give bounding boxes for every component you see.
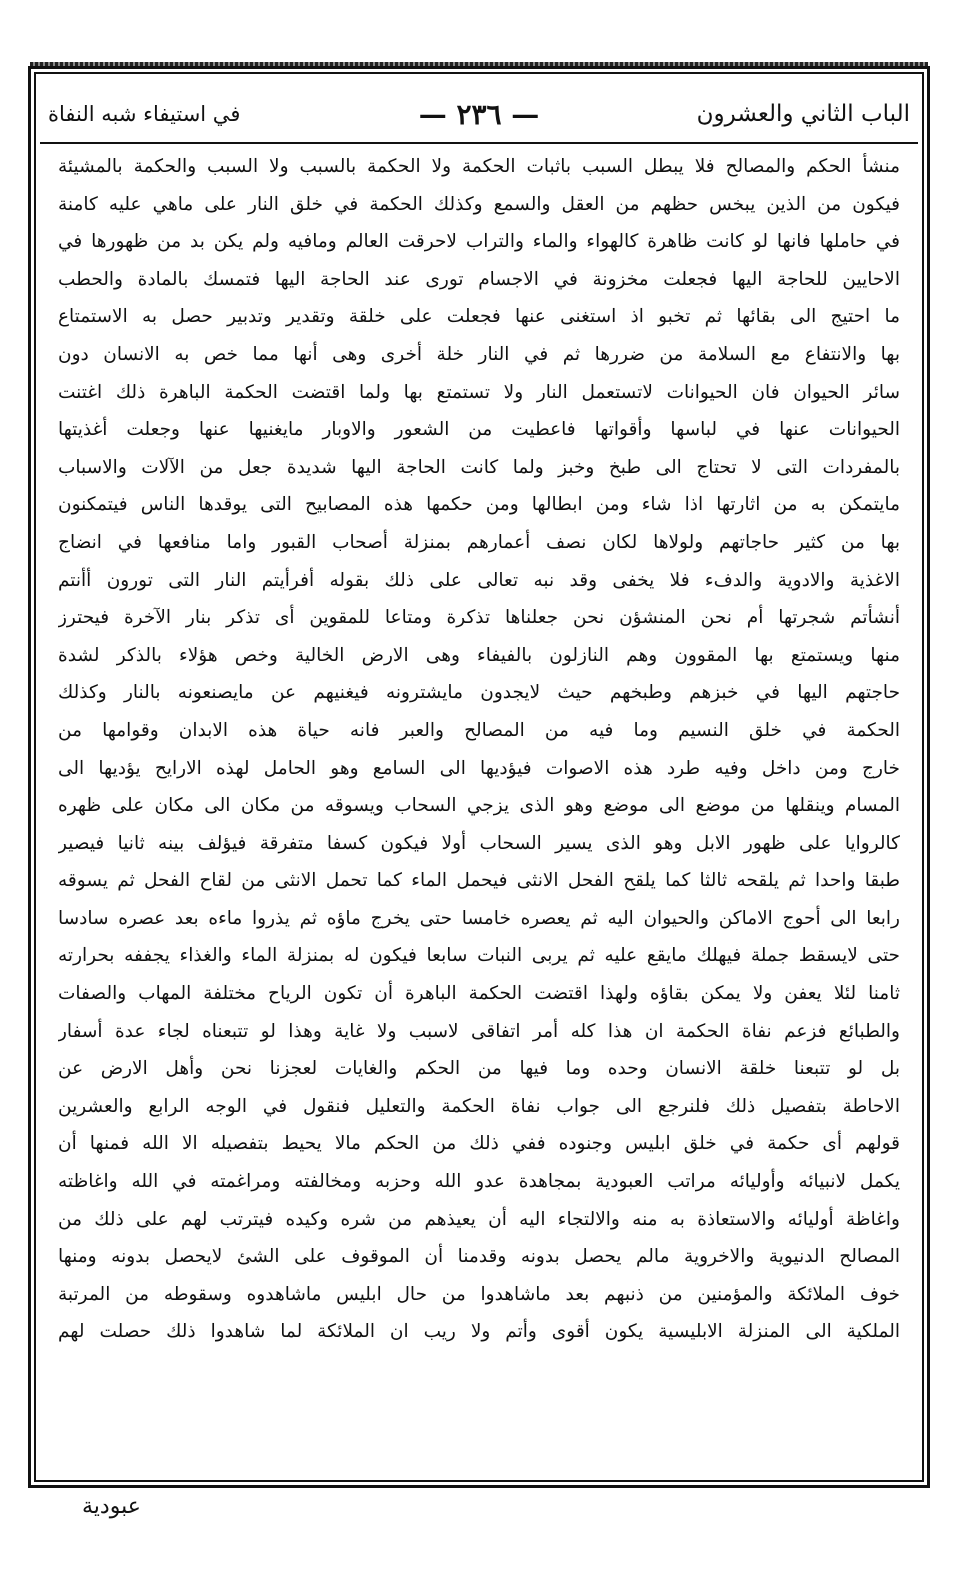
- text-line: والطبائع فزعم نفاة الحكمة ان هذا كله أمر اتفاقى لاسبب ولا غاية وهذا لو تتبعناه لجاء عدة أسفار: [58, 1020, 900, 1042]
- text-line: الحيوانات عنها في لباسها وأقواتها فاعطيت من الشعور والاوبار مايغنيها عنها وجعلت أغذيتها: [58, 419, 900, 441]
- text-line: مايتمكن به من اثارتها اذا شاء ومن ابطالها ومن حكمها هذه المصابيح التى يوقدها الناس فيتمكنون: [58, 494, 900, 516]
- text-line: رابعا الى أحوج الاماكن والحيوان اليه ثم يعصره خامسا حتى يخرج ماؤه ثم يذروا ماءه بعد عصره سادسا: [58, 907, 900, 929]
- text-line: المصالح الدنيوية والاخروية مالم يحصل بدونه وقدمنا أن الموقوف على الشئ لايحصل بدونه ومنها: [58, 1246, 900, 1268]
- text-line: الاغذية والادوية والدفء فلا يخفى وقد نبه تعالى على ذلك بقوله أفرأيتم النار التى تورون أأنتم: [58, 569, 900, 591]
- text-line: المسام وينقلها من موضع الى موضع وهو الذى يزجي السحاب ويسوقه من مكان الى مكان على ظهره: [58, 795, 900, 817]
- header-divider: [40, 142, 918, 144]
- text-line: الحكمة في خلق النسيم وما فيه من المصالح والعبر فانه حياة هذه الابدان وقوامها من: [58, 719, 900, 741]
- text-line: بل لو تتبعنا خلقة الانسان وحده وما فيها من الحكم والغايات لعجزنا نحن وأهل الارض عن: [58, 1058, 900, 1080]
- text-line: الاحايين للحاجة اليها فجعلت مخزونة في الاجسام تورى عند الحاجة اليها فتمسك بالمادة والحطب: [58, 268, 900, 290]
- text-line: في حاملها فانها لو كانت ظاهرة كالهواء والماء والتراب لاحرقت العالم ومافيه ولم يكن بد من ظهورها في: [58, 231, 900, 253]
- text-line: كالروايا على ظهور الابل وهو الذى يسير السحاب أولا فيكون كسفا متفرقة فيؤلف بينه ثانيا فيصير: [58, 832, 900, 854]
- catchword: عبودية: [82, 1494, 141, 1519]
- text-line: خارج ومن داخل وفيه طرد هذه الاصوات فيؤديها الى السامع وهو الحامل لهذه الارايح يؤديها الى: [58, 757, 900, 779]
- text-line: أنشأتم شجرتها أم نحن المنشؤن نحن جعلناها تذكرة ومتاعا للمقوين أى تذكر بنار الآخرة فيحترز: [58, 607, 900, 629]
- main-text-block: [58, 148, 900, 1468]
- text-line: ما احتيج الى بقائها ثم تخبو اذ استغنى عنها فجعلت على خلقة وتقدير وتدبير حصل به الاستمتاع: [58, 306, 900, 328]
- text-line: حتى لايسقط جملة فيهلك مايقع عليه ثم يربى النبات سابعا فيكون له بمنزلة الماء والغذاء يجففه بحرارته: [58, 945, 900, 967]
- text-line: ثامنا لئلا يعفن ولا يمكن بقاؤه ولهذا اقتضت الحكمة الباهرة أن تكون الرياح مختلفة المهاب والصفات: [58, 983, 900, 1005]
- text-line: حاجتهم اليها في خبزهم وطبخهم حيث لايجدون مايشترونه فيغنيهم عن مايصنعونه بالنار وكذلك: [58, 682, 900, 704]
- page-number: — ٢٣٦ —: [418, 97, 540, 131]
- running-header: [48, 92, 910, 136]
- text-line: الاحاطة بتفصيل ذلك فلنرجع الى جواب نفاة الحكمة والتعليل فنقول في الوجه الرابع والعشرين: [58, 1095, 900, 1117]
- section-topic: في استيفاء شبه النفاة: [48, 102, 241, 126]
- text-line: منها ويستمتع بها المقوون وهم النازلون بالفيفاء وهى الارض الخالية وخص هؤلاء بالذكر لشدة: [58, 644, 900, 666]
- text-line: الملكية الى المنزلة الابليسية يكون أقوى وأتم ولا ريب ان الملائكة لما شاهدوا ذلك حصلت لهم: [58, 1321, 900, 1343]
- text-line: طبقا واحدا ثم يلقحه ثالثا كما يلقح الفحل الانثى فيحمل الماء كما تحمل الانثى من لقاح الفحل ثم يسوقه: [58, 870, 900, 892]
- text-line: يكمل لانبيائه وأوليائه مراتب العبودية بمجاهدة عدو الله وحزبه ومخالفته ومراغمته في الله واغاظته: [58, 1171, 900, 1193]
- chapter-title: الباب الثاني والعشرون: [696, 101, 910, 127]
- text-line: قولهم أى حكمة في خلق ابليس وجنوده ففي ذلك من الحكم مالا يحيط بتفصيله الا الله فمنها أن: [58, 1133, 900, 1155]
- text-line: خوف الملائكة والمؤمنين من ذنبهم بعد ماشاهدوا من حال ابليس ماشاهدوه وسقوطه من المرتبة: [58, 1283, 900, 1305]
- text-line: بالمفردات التى لا تحتاج الى طبخ وخبز ولما كانت الحاجة اليها شديدة جعل من الآلات والاسباب: [58, 456, 900, 478]
- text-line: بها والانتفاع مع السلامة من ضررها ثم في النار خلة أخرى وهى أنها مما خص به الانسان دون: [58, 343, 900, 365]
- text-line: بها من كثير حاجاتهم ولولاها لكان نصف أعمارهم بمنزلة أصحاب القبور واما منافعها في انضاج: [58, 531, 900, 553]
- text-line: سائر الحيوان فان الحيوانات لاتستعمل النار ولا تستمتع بها ولما اقتضت الحكمة الباهرة ذلك اغتنت: [58, 381, 900, 403]
- text-line: فيكون من الذين يبخس حظهم من العقل والسمع وكذلك الحكمة في خلق النار على ماهي عليه كامنة: [58, 193, 900, 215]
- text-line: منشأ الحكم والمصالح فلا يبطل السبب باثبات الحكمة ولا الحكمة بالسبب ولا السبب والحكمة بالمشيئة: [58, 156, 900, 177]
- text-line: واغاظة أوليائه والاستعاذة به منه والالتجاء اليه أن يعيذهم من شره وكيده فيترتب لهم على ذلك من: [58, 1208, 900, 1230]
